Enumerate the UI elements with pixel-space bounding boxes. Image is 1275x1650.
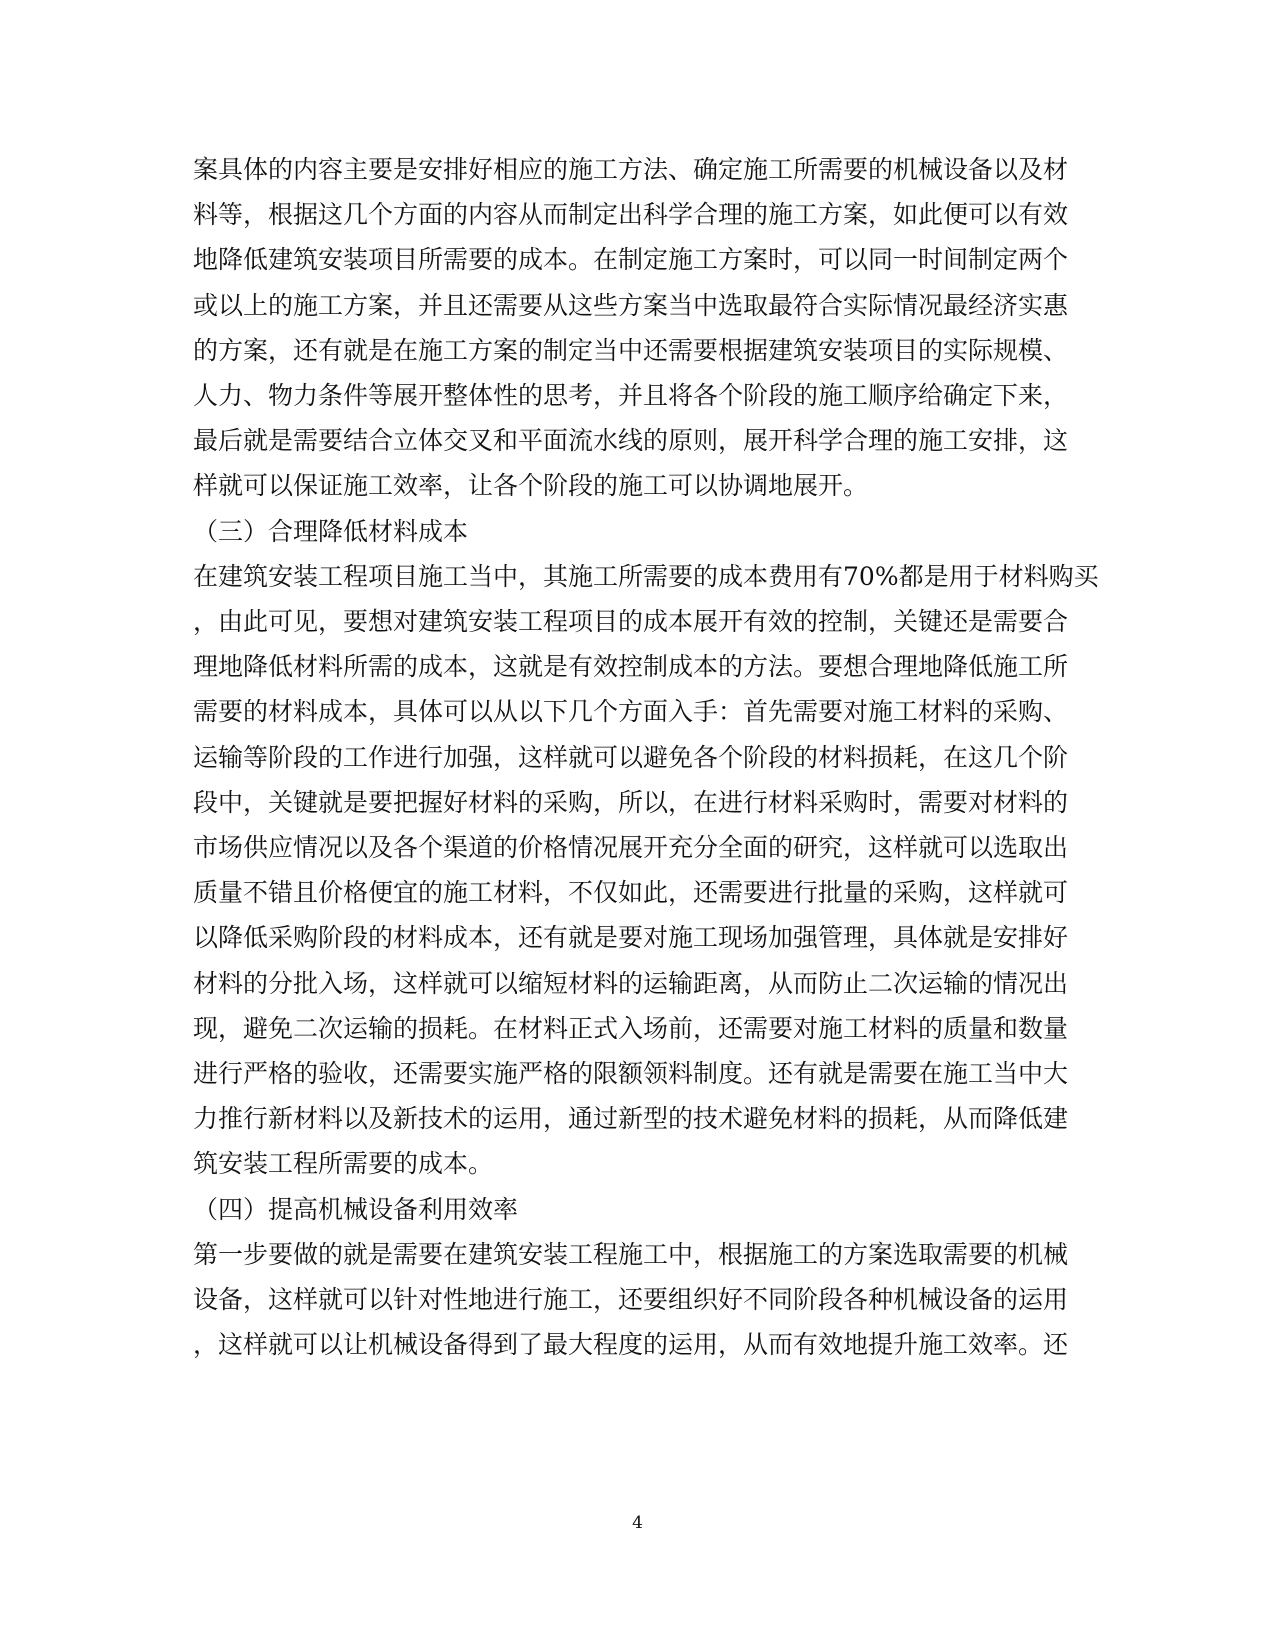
text-line: 案具体的内容主要是安排好相应的施工方法、确定施工所需要的机械设备以及材	[193, 155, 1069, 184]
text-line: 第一步要做的就是需要在建筑安装工程施工中，根据施工的方案选取需要的机械	[193, 1239, 1069, 1269]
text-line: 进行严格的验收，还需要实施严格的限额领料制度。还有就是需要在施工当中大	[193, 1059, 1069, 1088]
text-line: ，由此可见，要想对建筑安装工程项目的成本展开有效的控制，关键还是需要合	[193, 607, 1069, 636]
text-line: 质量不错且价格便宜的施工材料，不仅如此，还需要进行批量的采购，这样就可	[193, 878, 1069, 908]
text-line: 市场供应情况以及各个渠道的价格情况展开充分全面的研究，这样就可以选取出	[193, 833, 1069, 862]
text-line: 样就可以保证施工效率，让各个阶段的施工可以协调地展开。	[193, 471, 869, 501]
text-line: 力推行新材料以及新技术的运用，通过新型的技术避免材料的损耗，从而降低建	[193, 1104, 1069, 1134]
text-line: 在建筑安装工程项目施工当中，其施工所需要的成本费用有70%都是用于材料购买	[193, 561, 1099, 591]
text-line: 需要的材料成本，具体可以从以下几个方面入手：首先需要对施工材料的采购、	[193, 697, 1069, 727]
text-line: ，这样就可以让机械设备得到了最大程度的运用，从而有效地提升施工效率。还	[193, 1330, 1069, 1360]
text-line: （四）提高机械设备利用效率	[193, 1194, 519, 1224]
text-line: 段中，关键就是要把握好材料的采购，所以，在进行材料采购时，需要对材料的	[193, 787, 1069, 817]
text-line: （三）合理降低材料成本	[193, 516, 469, 546]
text-line: 设备，这样就可以针对性地进行施工，还要组织好不同阶段各种机械设备的运用	[193, 1285, 1069, 1314]
text-line: 现，避免二次运输的损耗。在材料正式入场前，还需要对施工材料的质量和数量	[193, 1013, 1069, 1043]
text-line: 以降低采购阶段的材料成本，还有就是要对施工现场加强管理，具体就是安排好	[193, 923, 1069, 953]
text-line: 的方案，还有就是在施工方案的制定当中还需要根据建筑安装项目的实际规模、	[193, 335, 1069, 365]
text-line: 地降低建筑安装项目所需要的成本。在制定施工方案时，可以同一时间制定两个	[193, 245, 1069, 275]
page-number: 4	[632, 1513, 643, 1533]
text-line: 人力、物力条件等展开整体性的思考，并且将各个阶段的施工顺序给确定下来，	[193, 381, 1069, 410]
text-line: 材料的分批入场，这样就可以缩短材料的运输距离，从而防止二次运输的情况出	[193, 968, 1069, 998]
text-line: 运输等阶段的工作进行加强，这样就可以避免各个阶段的材料损耗，在这几个阶	[193, 742, 1069, 772]
text-line: 筑安装工程所需要的成本。	[193, 1149, 494, 1179]
text-line: 或以上的施工方案，并且还需要从这些方案当中选取最符合实际情况最经济实惠	[193, 290, 1069, 320]
text-line: 料等，根据这几个方面的内容从而制定出科学合理的施工方案，如此便可以有效	[193, 200, 1069, 230]
text-line: 理地降低材料所需的成本，这就是有效控制成本的方法。要想合理地降低施工所	[193, 652, 1069, 682]
text-line: 最后就是需要结合立体交叉和平面流水线的原则，展开科学合理的施工安排，这	[193, 426, 1069, 456]
